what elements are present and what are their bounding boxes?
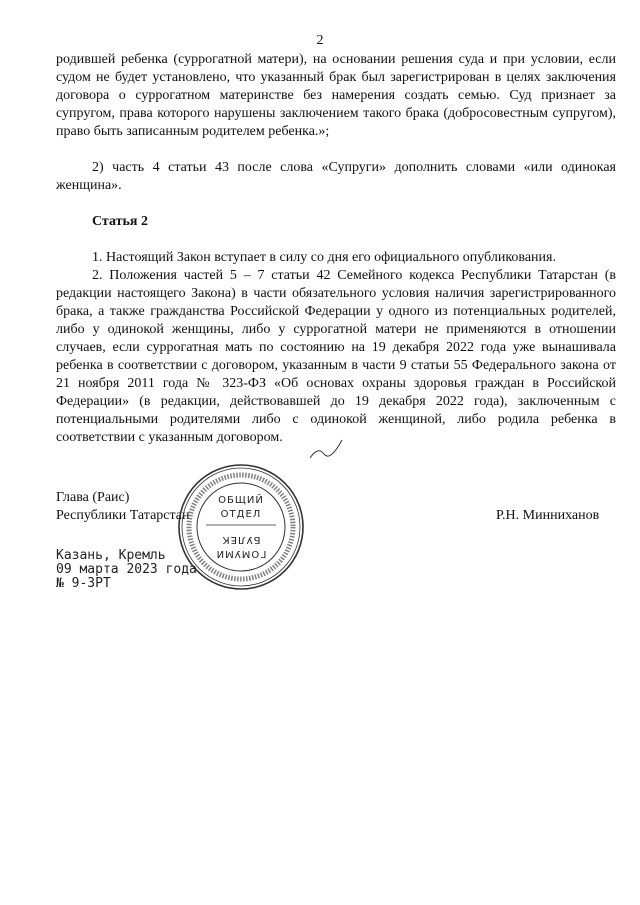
article-heading: Статья 2 bbox=[92, 214, 148, 229]
page-number: 2 bbox=[316, 33, 324, 48]
continuation-paragraph: родившей ребенка (суррогатной матери), на основании решения суда и при условии, если судом не будет установлено, что указанный брак был зарегистрирован в целях заключения договора о суррогатном материнстве без намерения создать семью. Суд признает за супругом, права которого нарушены заключением такого брака (добросовестным супругом), право быть записанным родителем ребенка.»; bbox=[56, 52, 616, 139]
registration-place: Казань, Кремль bbox=[56, 548, 166, 563]
article-point-1: 1. Настоящий Закон вступает в силу со дня его официального опубликования. bbox=[92, 250, 556, 265]
signature-block bbox=[56, 489, 190, 525]
registration-number: № 9-ЗРТ bbox=[56, 576, 111, 591]
signatory-title-line1: Глава (Раис) bbox=[56, 490, 130, 505]
handwritten-mark bbox=[306, 436, 346, 466]
stamp-line-3: БУЛЕК bbox=[221, 534, 261, 545]
signatory-title-line2: Республики Татарстан bbox=[56, 508, 190, 523]
law-text bbox=[56, 51, 616, 447]
registration-date: 09 марта 2023 года bbox=[56, 562, 197, 577]
stamp-line-4: ГОМУМИ bbox=[215, 548, 267, 559]
stamp-line-2: ОТДЕЛ bbox=[220, 509, 262, 520]
signatory-name: Р.Н. Минниханов bbox=[496, 508, 600, 523]
registration-block bbox=[56, 549, 197, 591]
article-point-2: 2. Положения частей 5 – 7 статьи 42 Семейного кодекса Республики Татарстан (в редакции настоящего Закона) в части обязательного условия наличия зарегистрированного брака, а также гражданства Российской Федерации у одного из потенциальных родителей, либо у одинокой женщины, либо у суррогатной матери не применяются в отношении случаев, если суррогатная мать по состоянию на 19 декабря 2022 года уже вынашивала ребенка в соответствии с договором, указанным в части 9 статьи 55 Федерального закона от 21 ноября 2011 года № 323-ФЗ «Об основах охраны здоровья граждан в Российской Федерации» (в редакции, действовавшей до 19 декабря 2022 года), заключенным с потенциальными родителями либо с одинокой женщиной, либо родила ребенка в соответствии с указанным договором. bbox=[56, 268, 616, 445]
stamp-line-1: ОБЩИЙ bbox=[218, 495, 264, 506]
amendment-item-2: 2) часть 4 статьи 43 после слова «Супруги» дополнить словами «или одинокая женщина». bbox=[56, 160, 616, 193]
